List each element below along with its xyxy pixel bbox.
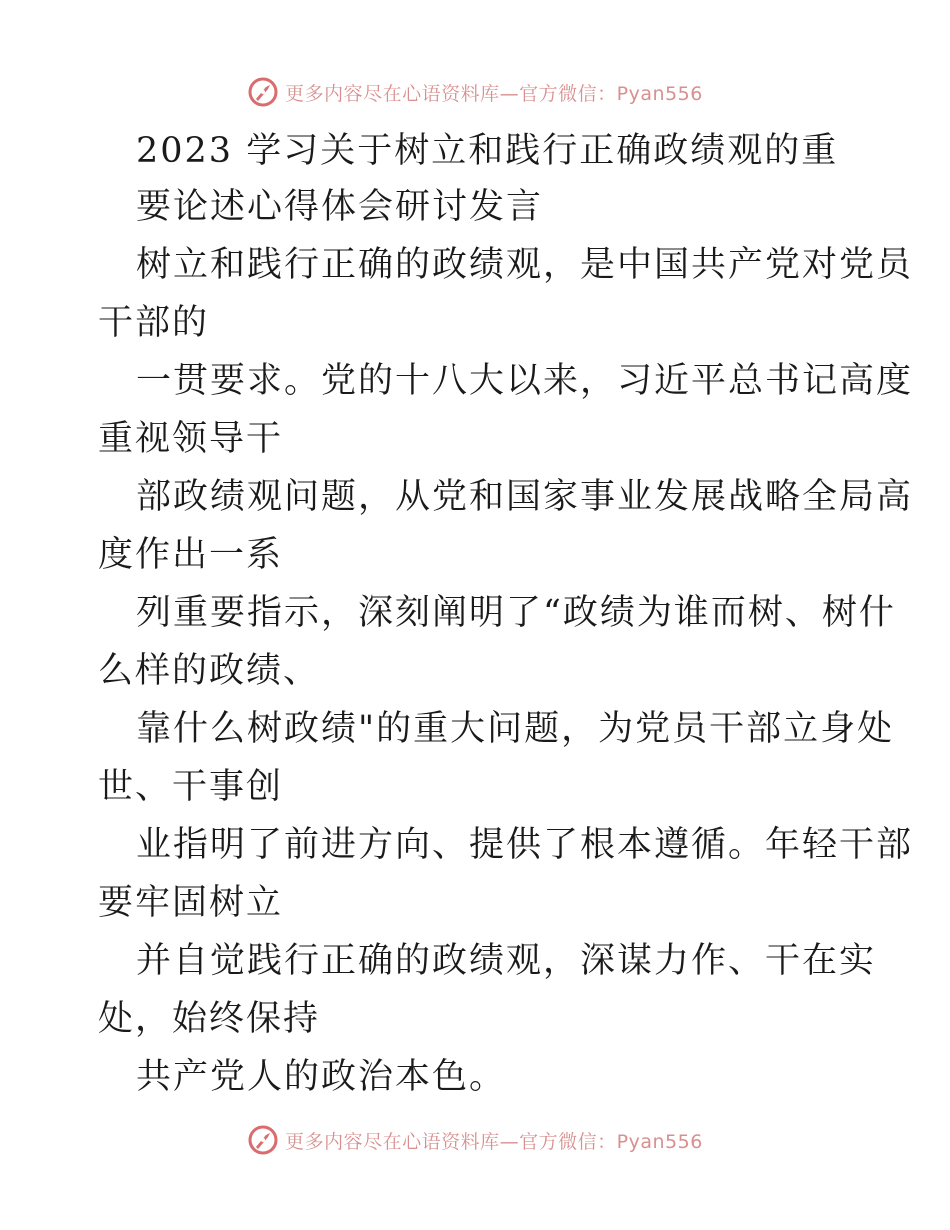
pen-nib-logo-icon [247, 76, 279, 108]
body-line: 么样的政绩、 [98, 651, 321, 691]
pen-nib-logo-icon [247, 1124, 279, 1156]
watermark-text: 更多内容尽在心语资料库—官方微信：Pyan556 [285, 1130, 703, 1153]
body-line: 共产党人的政治本色。 [136, 1057, 507, 1097]
body-line: 要牢固树立 [98, 883, 284, 923]
title-line-1: 2023 学习关于树立和践行正确政绩观的重 [136, 131, 839, 171]
body-line: 干部的 [98, 303, 210, 343]
body-line: 靠什么树政绩"的重大问题，为党员干部立身处 [136, 709, 895, 749]
title-line-2: 要论述心得体会研讨发言 [136, 187, 544, 227]
body-line: 部政绩观问题，从党和国家事业发展战略全局高 [136, 477, 914, 517]
body-line: 一贯要求。党的十八大以来，习近平总书记高度 [136, 361, 914, 401]
body-line: 并自觉践行正确的政绩观，深谋力作、干在实 [136, 941, 877, 981]
footer-watermark [0, 1120, 950, 1160]
body-line: 处，始终保持 [98, 999, 321, 1039]
body-line: 树立和践行正确的政绩观，是中国共产党对党员 [136, 245, 914, 285]
header-watermark [0, 72, 950, 112]
body-line: 业指明了前进方向、提供了根本遵循。年轻干部 [136, 825, 914, 865]
body-line: 世、干事创 [98, 767, 284, 807]
body-line: 列重要指示，深刻阐明了“政绩为谁而树、树什 [136, 593, 896, 633]
watermark-text: 更多内容尽在心语资料库—官方微信：Pyan556 [285, 82, 703, 105]
body-line: 重视领导干 [98, 419, 284, 459]
body-line: 度作出一系 [98, 535, 284, 575]
